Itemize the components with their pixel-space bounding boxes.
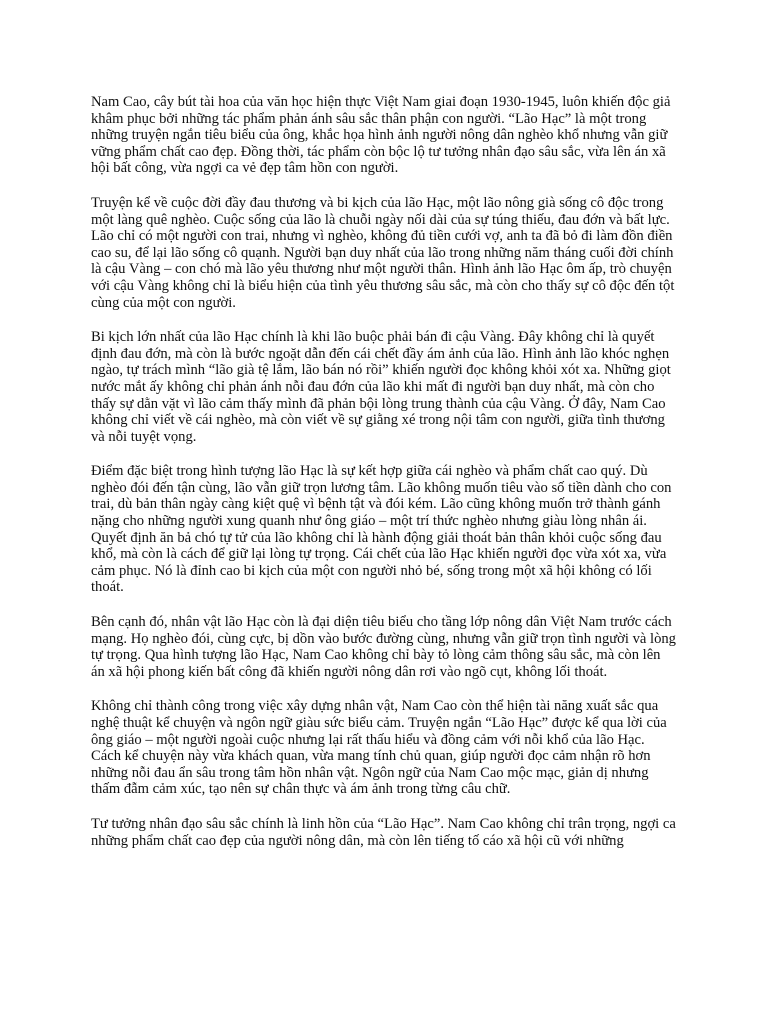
paragraph-4: Điểm đặc biệt trong hình tượng lão Hạc là sự kết hợp giữa cái nghèo và phẩm chất cao quý. Dù nghèo đói đến tận cùng, lão vẫn giữ trọn lương tâm. Lão không muốn tiêu vào số tiền dành cho con trai, dù bản thân ngày càng kiệt quệ vì bệnh tật và đói kém. Lão cũng không muốn trở thành gánh nặng cho những người xung quanh như ông giáo – một trí thức nghèo nhưng giàu lòng nhân ái. Quyết định ăn bả chó tự tử của lão không chỉ là hành động giải thoát bản thân khỏi cuộc sống đau khổ, mà còn là cách để giữ lại lòng tự trọng. Cái chết của lão Hạc khiến người đọc vừa xót xa, vừa cảm phục. Nó là đỉnh cao bi kịch của một con người nhỏ bé, sống trong một xã hội không có lối thoát.	[91, 463, 672, 596]
paragraph-6: Không chỉ thành công trong việc xây dựng nhân vật, Nam Cao còn thể hiện tài năng xuất sắc qua nghệ thuật kể chuyện và ngôn ngữ giàu sức biểu cảm. Truyện ngắn “Lão Hạc” được kể qua lời của ông giáo – một người ngoài cuộc nhưng lại rất thấu hiểu và đồng cảm với nỗi khổ của lão Hạc. Cách kể chuyện này vừa khách quan, vừa mang tính chủ quan, giúp người đọc cảm nhận rõ hơn những nỗi đau ẩn sâu trong tâm hồn nhân vật. Ngôn ngữ của Nam Cao mộc mạc, giản dị nhưng thấm đẫm cảm xúc, tạo nên sự chân thực và ám ảnh trong từng câu chữ.	[91, 698, 667, 798]
paragraph-1: Nam Cao, cây bút tài hoa của văn học hiện thực Việt Nam giai đoạn 1930-1945, luôn khiến độc giả khâm phục bởi những tác phẩm phản ánh sâu sắc thân phận con người. “Lão Hạc” là một trong những truyện ngắn tiêu biểu của ông, khắc họa hình ảnh người nông dân nghèo khổ nhưng vẫn giữ vững phẩm chất cao đẹp. Đồng thời, tác phẩm còn bộc lộ tư tưởng nhân đạo sâu sắc, vừa lên án xã hội bất công, vừa ngợi ca vẻ đẹp tâm hồn con người.	[91, 94, 671, 177]
document-page	[91, 94, 677, 867]
paragraph-5: Bên cạnh đó, nhân vật lão Hạc còn là đại diện tiêu biểu cho tầng lớp nông dân Việt Nam trước cách mạng. Họ nghèo đói, cùng cực, bị dồn vào bước đường cùng, nhưng vẫn giữ trọn tình người và lòng tự trọng. Qua hình tượng lão Hạc, Nam Cao không chỉ bày tỏ lòng cảm thông sâu sắc, mà còn lên án xã hội phong kiến bất công đã khiến người nông dân rơi vào ngõ cụt, không lối thoát.	[91, 614, 676, 680]
paragraph-2: Truyện kể về cuộc đời đầy đau thương và bi kịch của lão Hạc, một lão nông già sống cô độc trong một làng quê nghèo. Cuộc sống của lão là chuỗi ngày nối dài của sự túng thiếu, đau đớn và bất lực. Lão chỉ có một người con trai, nhưng vì nghèo, không đủ tiền cưới vợ, anh ta đã bỏ đi làm đồn điền cao su, để lại lão sống cô quạnh. Người bạn duy nhất của lão trong những năm tháng cuối đời chính là cậu Vàng – con chó mà lão yêu thương như một người thân. Hình ảnh lão Hạc ôm ấp, trò chuyện với cậu Vàng không chỉ là biểu hiện của tình yêu thương sâu sắc, mà còn cho thấy sự cô độc đến tột cùng của một con người.	[91, 194, 675, 311]
paragraph-7: Tư tưởng nhân đạo sâu sắc chính là linh hồn của “Lão Hạc”. Nam Cao không chỉ trân trọng, ngợi ca những phẩm chất cao đẹp của người nông dân, mà còn lên tiếng tố cáo xã hội cũ với những	[91, 815, 676, 849]
paragraph-3: Bi kịch lớn nhất của lão Hạc chính là khi lão buộc phải bán đi cậu Vàng. Đây không chỉ là quyết định đau đớn, mà còn là bước ngoặt dẫn đến cái chết đầy ám ảnh của lão. Hình ảnh lão khóc nghẹn ngào, tự trách mình “lão già tệ lắm, lão bán nó rồi” khiến người đọc không khỏi xót xa. Những giọt nước mắt ấy không chỉ phản ánh nỗi đau đớn của lão khi mất đi người bạn duy nhất, mà còn cho thấy sự dằn vặt vì lão cảm thấy mình đã phản bội lòng trung thành của cậu Vàng. Ở đây, Nam Cao không chỉ viết về cái nghèo, mà còn viết về sự giằng xé trong nội tâm con người, giữa tình thương và nỗi tuyệt vọng.	[91, 329, 671, 445]
